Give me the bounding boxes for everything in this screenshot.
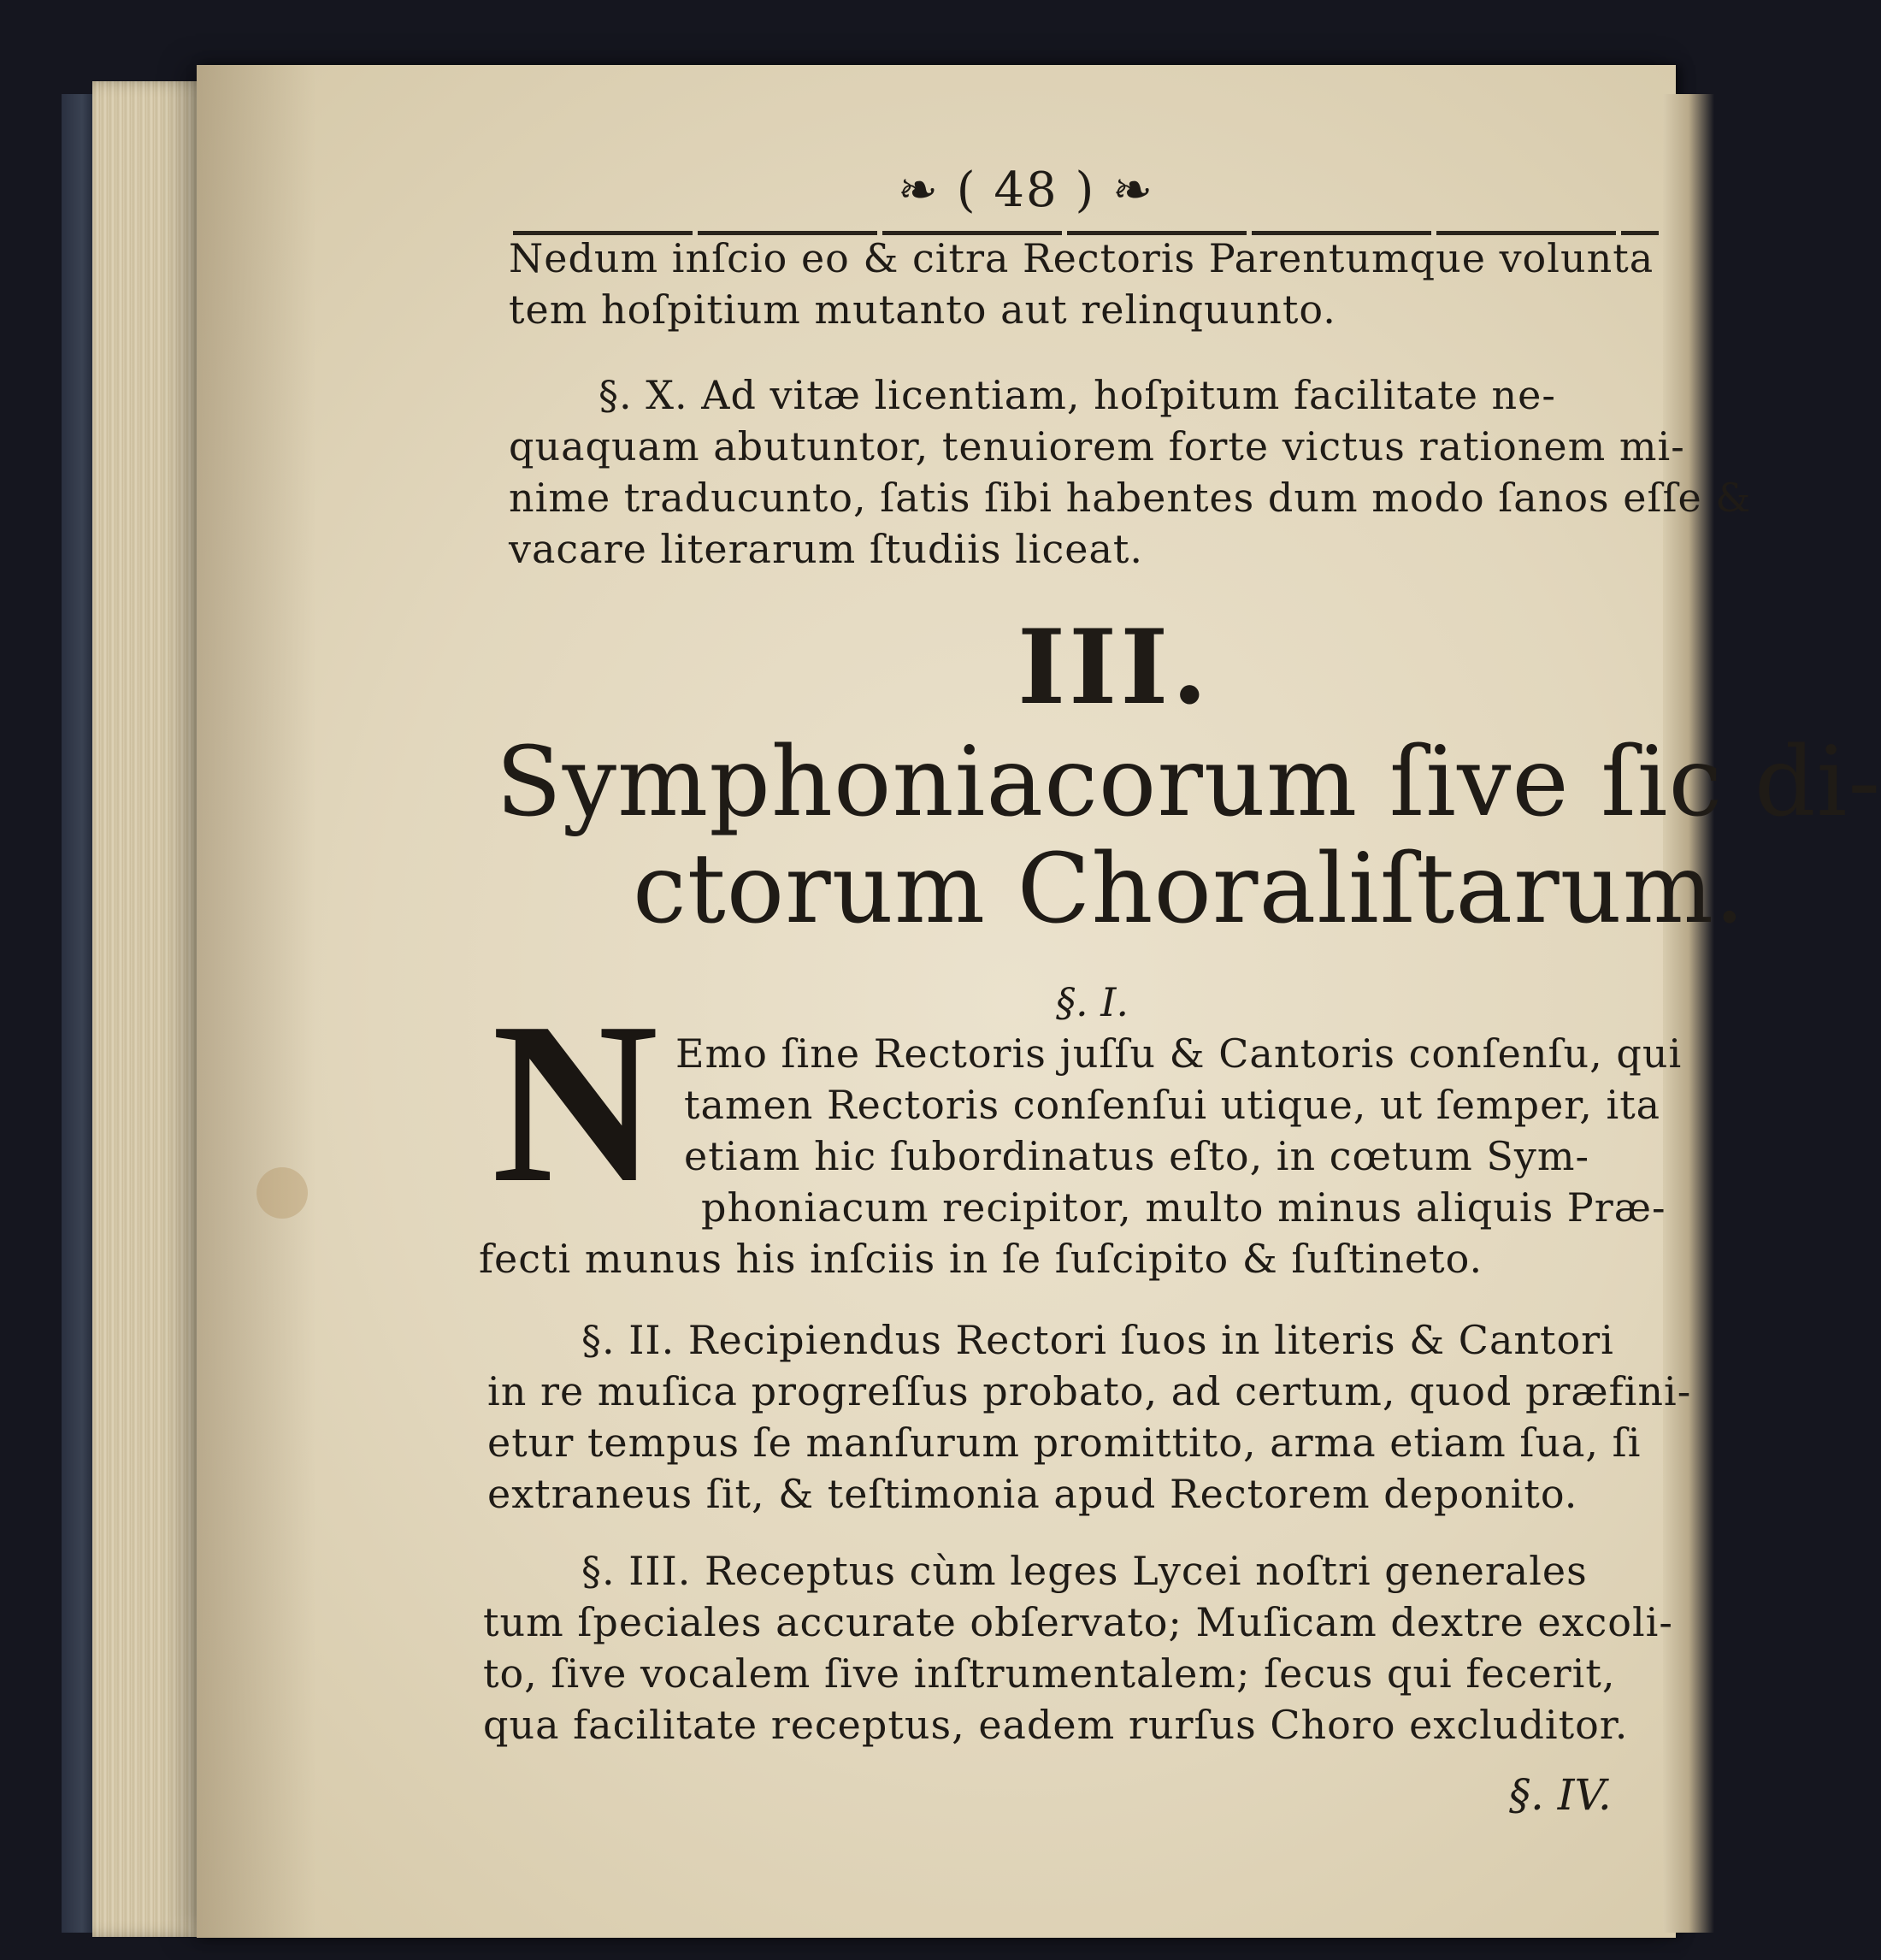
text-line: vacare literarum ſtudiis liceat. — [509, 526, 1144, 572]
page-header — [898, 162, 1154, 218]
catchword: §. IV. — [1509, 1770, 1612, 1820]
text-line: fecti munus his inſciis in ſe ſuſcipito & ſuſtineto. — [479, 1236, 1483, 1282]
text-line: Emo ſine Rectoris juſſu & Cantoris conſenſu, qui — [675, 1030, 1683, 1077]
ornament-left-icon: ❧ — [898, 162, 940, 218]
text-line: qua facilitate receptus, eadem rurſus Choro excluditor. — [483, 1702, 1629, 1748]
text-line: tamen Rectoris conſenſui utique, ut ſemper, ita — [684, 1082, 1661, 1128]
section-label: §. I. — [1056, 979, 1129, 1025]
text-line: Nedum inſcio eo & citra Rectoris Parentumque volunta — [509, 235, 1654, 281]
chapter-title-line: ctorum Choraliſtarum. — [633, 834, 1746, 945]
chapter-number: III. — [1017, 607, 1212, 728]
text-line: etiam hic ſubordinatus eſto, in cœtum Sym- — [684, 1133, 1590, 1179]
text-line: nime traducunto, ſatis ſibi habentes dum modo ſanos eſſe & — [509, 475, 1752, 521]
drop-capital: N — [492, 975, 658, 1231]
book-cover-edge — [62, 94, 96, 1933]
text-line: §. II. Recipiendus Rectori ſuos in literis & Cantori — [581, 1317, 1614, 1363]
paper-stain — [256, 1167, 308, 1219]
page-number: ( 48 ) — [956, 162, 1096, 218]
text-line: tem hoſpitium mutanto aut relinquunto. — [509, 286, 1336, 333]
text-line: quaquam abutuntor, tenuiorem forte victus rationem mi- — [509, 423, 1685, 469]
text-line: tum ſpeciales accurate obſervato; Muſicam dextre excoli- — [483, 1599, 1673, 1645]
text-line: to, ſive vocalem ſive inſtrumentalem; ſecus qui fecerit, — [483, 1650, 1616, 1697]
text-line: §. III. Receptus cùm leges Lycei noſtri generales — [581, 1548, 1588, 1594]
text-line: phoniacum recipitor, multo minus aliquis Præ- — [701, 1184, 1666, 1231]
ornament-right-icon: ❧ — [1112, 162, 1155, 218]
chapter-title-line: Symphoniacorum ſive ſic di- — [496, 727, 1881, 838]
gutter-shadow — [197, 65, 316, 1938]
text-line: §. X. Ad vitæ licentiam, hoſpitum facilitate ne- — [598, 372, 1556, 418]
text-line: etur tempus ſe manſurum promittito, arma etiam ſua, ſi — [487, 1420, 1642, 1466]
text-line: in re muſica progreſſus probato, ad certum, quod præfini- — [487, 1368, 1692, 1414]
page-right-edge — [1663, 94, 1714, 1933]
text-line: extraneus ſit, & teſtimonia apud Rectorem deponito. — [487, 1471, 1578, 1517]
